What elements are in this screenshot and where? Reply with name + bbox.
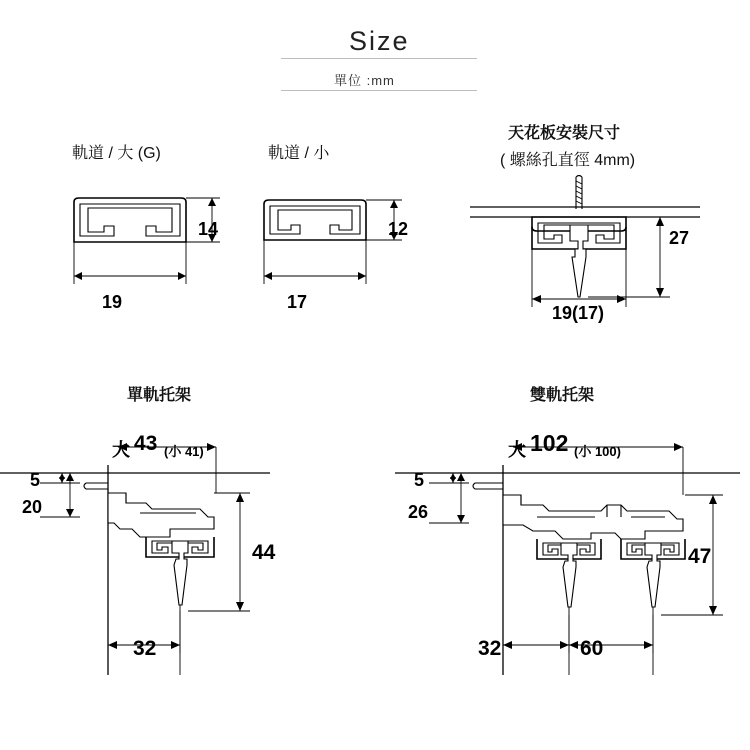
double-bracket-top-dim-prefix: 大 bbox=[508, 440, 526, 460]
track-small-width-dim: 17 bbox=[287, 292, 308, 312]
single-bracket-bottom-dim: 32 bbox=[133, 637, 157, 660]
track-large-caption: 軌道 / 大 (G) bbox=[72, 145, 161, 162]
track-large-height-dim: 14 bbox=[198, 219, 219, 239]
ceiling-mount-caption-line1: 天花板安裝尺寸 bbox=[508, 125, 621, 142]
double-bracket-top-dim-alt: (小 100) bbox=[574, 444, 621, 459]
single-bracket-caption: 單軌托架 bbox=[127, 387, 192, 404]
single-bracket-drop-dim: 20 bbox=[22, 497, 43, 517]
track-large-drawing bbox=[60, 180, 230, 310]
double-bracket-bottom-dim-right: 60 bbox=[580, 637, 604, 660]
double-bracket-height-dim: 47 bbox=[688, 545, 712, 568]
single-bracket-top-dim-main: 43 bbox=[134, 432, 158, 455]
track-large-width-dim: 19 bbox=[102, 292, 123, 312]
track-small-caption: 軌道 / 小 bbox=[268, 145, 330, 162]
ceiling-mount-width-dim: 19(17) bbox=[552, 303, 605, 323]
single-bracket-top-dim-prefix: 大 bbox=[112, 440, 130, 460]
track-small-drawing bbox=[250, 180, 420, 310]
title-rule-bottom bbox=[281, 90, 477, 91]
ceiling-mount-caption-line2: ( 螺絲孔直徑 4mm) bbox=[500, 152, 636, 169]
double-bracket-bottom-dim-left: 32 bbox=[478, 637, 502, 660]
ceiling-mount-height-dim: 27 bbox=[669, 228, 690, 248]
single-bracket-height-dim: 44 bbox=[252, 541, 276, 564]
track-small-height-dim: 12 bbox=[388, 219, 409, 239]
single-bracket-offset-dim: 5 bbox=[30, 470, 41, 490]
double-bracket-caption: 雙軌托架 bbox=[530, 387, 595, 404]
title-rule-top bbox=[281, 58, 477, 59]
double-bracket-top-dim-main: 102 bbox=[530, 430, 569, 456]
page-title: Size bbox=[349, 26, 410, 56]
unit-label: 單位 :mm bbox=[334, 73, 395, 88]
double-bracket-drop-dim: 26 bbox=[408, 502, 429, 522]
single-bracket-top-dim-alt: (小 41) bbox=[164, 444, 204, 459]
double-bracket-offset-dim: 5 bbox=[414, 470, 425, 490]
